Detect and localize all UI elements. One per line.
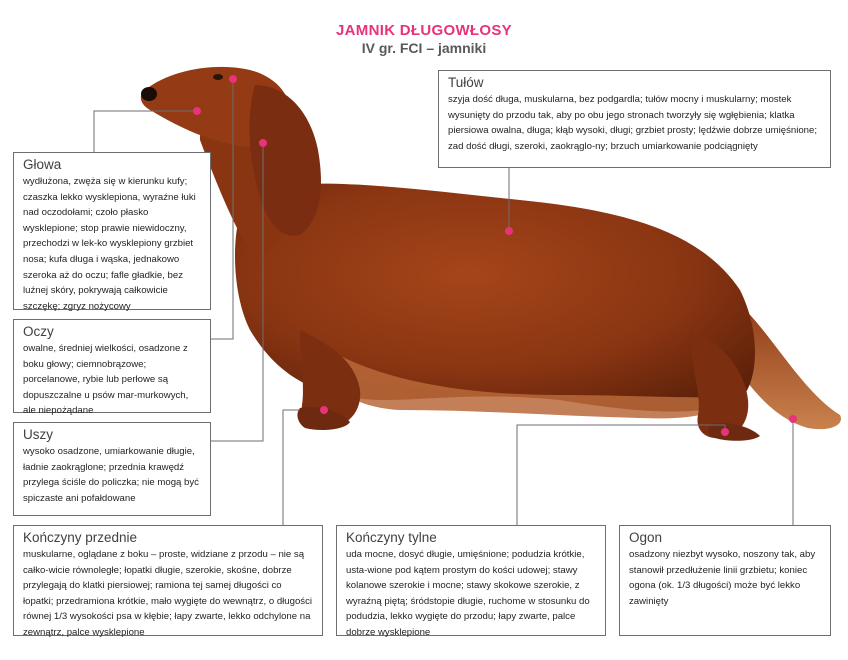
- section-tulow: [438, 70, 831, 168]
- marker-body: [505, 227, 513, 235]
- section-text: uda mocne, dosyć długie, umięśnione; podudzia krótkie, usta-wione pod kątem prostym do kości udowej; stawy kolanowe szerokie i mocne; stawy skokowe szerokie, z wyraźną piętą; śródstopie długie, ruchome w stosunku do podudzia, lekko wygięte do przodu; łapy zwarte, palce dobrze wysklepione: [346, 549, 590, 638]
- marker-head: [193, 107, 201, 115]
- section-text: owalne, średniej wielkości, osadzone z boku głowy; ciemnobrązowe; porcelanowe, rybie lub perłowe są dopuszczalne u psów mar-murkowych, ale niepożądane: [23, 343, 189, 417]
- section-uszy: [13, 422, 211, 516]
- section-heading: Oczy: [23, 324, 54, 339]
- section-konczyny-tylne: [336, 525, 606, 636]
- section-text: wysoko osadzone, umiarkowanie długie, ładnie zaokrąglone; przednia krawędź przylega ściśle do policzka; nie mogą być spiczaste ani pofałdowane: [23, 446, 199, 504]
- section-oczy: [13, 319, 211, 417]
- section-heading: Tułów: [448, 75, 484, 90]
- page-title: JAMNIK DŁUGOWŁOSY: [336, 22, 512, 39]
- section-ogon: [619, 525, 831, 636]
- marker-eye: [229, 75, 237, 83]
- section-heading: Kończyny tylne: [346, 530, 437, 545]
- section-konczyny-przednie: [13, 525, 323, 636]
- section-heading: Ogon: [629, 530, 663, 545]
- section-text: wydłużona, zwęża się w kierunku kufy; czaszka lekko wysklepiona, wyraźne łuki nad oczodołami; czoło płasko wysklepione; stop prawie niewidoczny, przechodzi w lek-ko wysklepiony grzbiet nosa; kufa długa i wąska, jednakowo szeroka aż do oczu; fafle gładkie, bez luźnej skóry, pokrywają całkowicie szczękę; zgryz nożycowy: [23, 176, 196, 312]
- marker-tail: [789, 415, 797, 423]
- section-text: osadzony niezbyt wysoko, noszony tak, aby stanowił przedłużenie linii grzbietu; koniec ogona (ok. 1/3 długości) może być lekko zawinięty: [629, 549, 816, 607]
- section-text: muskularne, oglądane z boku – proste, widziane z przodu – nie są całko-wicie równoległe; łopatki długie, szerokie, skośne, dobrze przylegają do klatki piersiowej; ramiona tej samej długości co łopatki; przedramiona krótkie, mało wygięte do wewnątrz, o długości równej 1/3 wysokości psa w kłębie; łapy zwarte, lekko odchylone na zewnątrz, palce wysklepione: [23, 549, 313, 638]
- marker-ear: [259, 139, 267, 147]
- section-text: szyja dość długa, muskularna, bez podgardla; tułów mocny i muskularny; mostek wysunięty do przodu tak, aby po obu jego stronach tworzyły się wgłębienia; klatka piersiowa owalna, długa; kłąb wysoki, długi; grzbiet prosty; lędźwie dobrze umięśnione; zad dość długi, szeroki, zaokrąglo-ny; brzuch umiarkowanie podciągnięty: [448, 94, 818, 152]
- section-heading: Kończyny przednie: [23, 530, 138, 545]
- section-heading: Uszy: [23, 427, 53, 442]
- marker-hind-leg: [721, 428, 729, 436]
- marker-front-leg: [320, 406, 328, 414]
- page-subtitle: IV gr. FCI – jamniki: [361, 40, 487, 56]
- section-glowa: [13, 152, 211, 310]
- section-heading: Głowa: [23, 157, 62, 172]
